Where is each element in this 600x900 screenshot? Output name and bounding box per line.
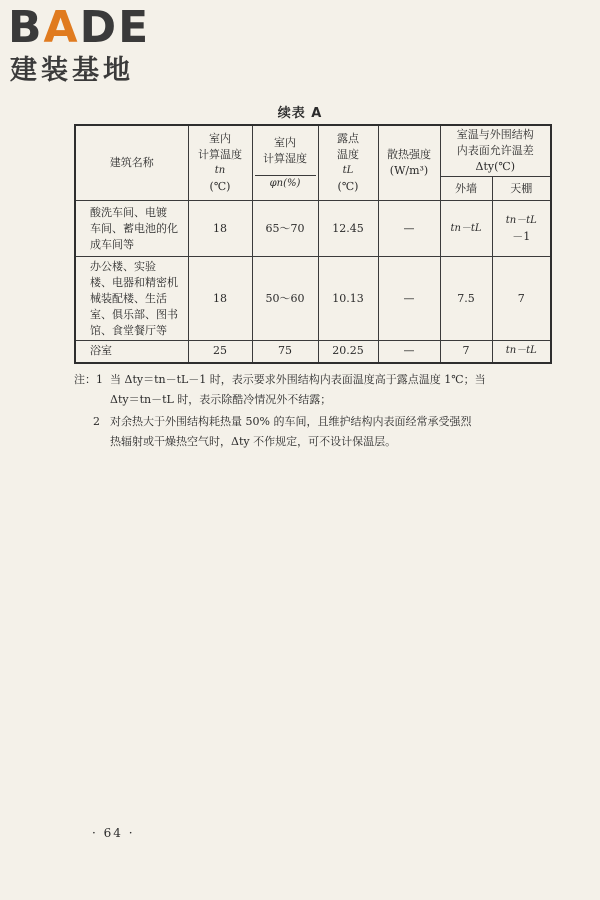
row-tn: 18 — [188, 257, 252, 341]
row-phi: 65～70 — [252, 201, 318, 257]
row-wall: tn－tL — [440, 201, 492, 257]
table-caption: 续表 A — [277, 106, 323, 121]
header-row — [75, 125, 551, 177]
subheader-exterior-wall: 外墙 — [440, 177, 492, 201]
row-tn: 25 — [188, 341, 252, 363]
table-row — [75, 341, 551, 363]
row-tl: 10.13 — [318, 257, 378, 341]
header-dew-point: 露点 温度 tL (℃) — [318, 125, 378, 201]
row-heat: — — [378, 201, 440, 257]
row-heat: — — [378, 341, 440, 363]
row-phi: 50～60 — [252, 257, 318, 341]
row-tl: 20.25 — [318, 341, 378, 363]
logo-wordmark: BADE — [8, 2, 151, 53]
row-phi: 75 — [252, 341, 318, 363]
logo-chinese-text: 建装基地 — [10, 55, 134, 86]
header-indoor-humidity: 室内 计算湿度 φn(%) — [252, 125, 318, 201]
logo — [8, 4, 178, 94]
row-tn: 18 — [188, 201, 252, 257]
header-building-name: 建筑名称 — [75, 125, 188, 201]
note-1: 注：1 当 Δty＝tn－tL－1 时，表示要求外围结构内表面温度高于露点温度 1℃；当 Δty＝tn－tL 时，表示除酷冷情况外不结露； — [74, 373, 486, 406]
subheader-ceiling: 天棚 — [492, 177, 551, 201]
row-tl: 12.45 — [318, 201, 378, 257]
row-building-name: 办公楼、实验 楼、电器和精密机 械装配楼、生活 室、俱乐部、图书 馆、食堂餐厅等 — [75, 257, 188, 341]
row-ceiling: tn－tL －1 — [492, 201, 551, 257]
header-indoor-temp: 室内 计算温度 tn (℃) — [188, 125, 252, 201]
row-building-name: 酸洗车间、电镀 车间、蓄电池的化 成车间等 — [75, 201, 188, 257]
header-heat-intensity: 散热强度 (W/m³) — [378, 125, 440, 201]
data-table — [74, 124, 552, 364]
row-ceiling: 7 — [492, 257, 551, 341]
table-row — [75, 201, 551, 257]
row-building-name: 浴室 — [75, 341, 188, 363]
note-2: 2 对余热大于外围结构耗热量 50% 的车间，且维护结构内表面经常承受强烈 热辐射或干燥热空气时，Δty 不作规定，可不设计保温层。 — [93, 415, 472, 448]
row-wall: 7 — [440, 341, 492, 363]
row-wall: 7.5 — [440, 257, 492, 341]
table-row — [75, 257, 551, 341]
row-heat: — — [378, 257, 440, 341]
header-temp-difference: 室温与外围结构 内表面允许温差 Δty(℃) — [440, 125, 551, 177]
row-ceiling: tn－tL — [492, 341, 551, 363]
page-number: · 64 · — [92, 826, 135, 840]
